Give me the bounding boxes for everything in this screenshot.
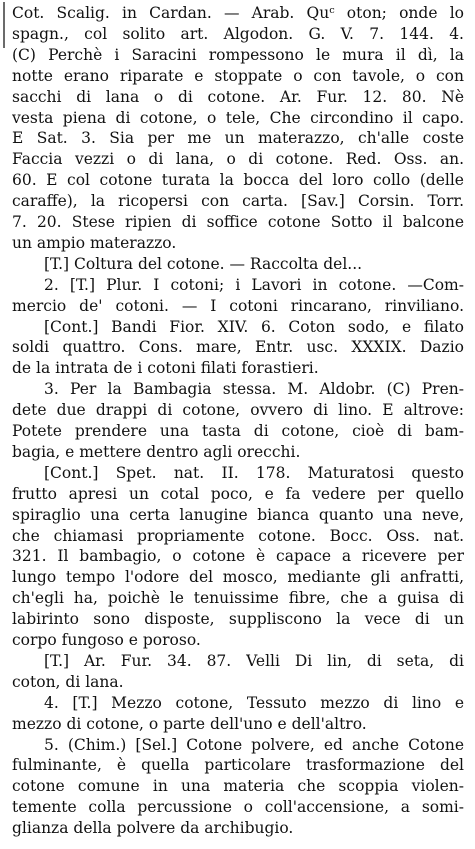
text-line: 4. [T.] Mezzo cotone, Tessuto mezzo di lino e [44,693,464,712]
text-line: labirinto sono disposte, suppliscono la vece di un [12,610,464,629]
text-line: glianza della polvere da archibugio. [12,819,294,838]
text-line: cotone comune in una materia che scoppia violen- [12,777,464,796]
text-line: soldi quattro. Cons. mare, Entr. usc. XXXIX. Dazio [12,338,464,357]
text-line: che chiamasi propriamente cotone. Bocc. Oss. nat. [12,526,464,545]
text-line: bagia, e mettere dentro agli orecchi. [12,442,301,461]
text-line: Faccia vezzi o di lana, o di cotone. Red. Oss. an. [12,150,464,169]
text-line: spagn., col solito art. Algodon. G. V. 7. 144. 4. [12,24,464,43]
text-line: 60. E col cotone turata la bocca del loro collo (delle [12,171,464,190]
text-line: E Sat. 3. Sia per me un materazzo, ch'alle coste [12,129,464,148]
text-line: Cot. Scalig. in Cardan. — Arab. Quᶜ oton; onde lo [12,4,464,22]
text-line: [T.] Ar. Fur. 34. 87. Velli Di lin, di seta, di [44,651,464,670]
text-line: ch'egli ha, poichè le tenuissime fibre, che a guisa di [12,589,464,608]
text-line: (C) Perchè i Saracini rompessono le mura il dì, la [12,45,464,64]
text-line: frutto apresi un cotal poco, e fa vedere per quello [12,484,464,503]
text-line: lungo tempo l'odore del mosco, mediante gli anfratti, [12,568,464,587]
text-line: Potete prendere una tasta di cotone, cioè di bam- [12,422,464,440]
text-line: 321. Il bambagio, o cotone è capace a ricevere per [12,547,464,566]
text-line: mercio de' cotoni. — I cotoni rincarano, rinviliano. [12,296,464,315]
text-line: vesta piena di cotone, o tele, Che circondino il capo. [12,108,464,127]
text-line: 7. 20. Stese ripien di soffice cotone Sotto il balcone [12,213,464,231]
text-line: temente colla percussione o coll'accensione, a somi- [12,798,464,817]
text-line: 5. (Chim.) [Sel.] Cotone polvere, ed anche Cotone [44,735,464,754]
text-line: [Cont.] Spet. nat. II. 178. Maturatosi questo [44,463,464,482]
text-line: caraffe), la ricopersi con carta. [Sav.] Corsin. Torr. [12,192,464,211]
text-line: de la intrata de i cotoni filati forastieri. [12,359,319,378]
text-line: [T.] Coltura del cotone. — Raccolta del... [44,254,363,273]
text-line: notte erano riparate e stoppate o con tavole, o con [12,66,464,85]
text-line: [Cont.] Bandi Fior. XIV. 6. Coton sodo, e filato [44,317,464,336]
text-line: 3. Per la Bambagia stessa. M. Aldobr. (C) Pren- [44,380,464,399]
text-line: un ampio materazzo. [12,233,177,252]
text-line: sacchi di lana o di cotone. Ar. Fur. 12. 80. Nè [12,87,464,106]
text-line: mezzo di cotone, o parte dell'uno e dell'altro. [12,714,367,733]
text-line: 2. [T.] Plur. I cotoni; i Lavori in cotone. —Com- [44,275,464,294]
text-line: coton, di lana. [12,672,124,691]
margin-rule [3,2,5,48]
text-line: fulminante, è quella particolare trasformazione del [12,756,464,775]
text-line: dete due drappi di cotone, ovvero di lino. E altrove: [12,401,464,420]
text-line: corpo fungoso e poroso. [12,631,201,649]
text-line: spiraglio una certa lanugine bianca quanto una neve, [12,505,464,524]
